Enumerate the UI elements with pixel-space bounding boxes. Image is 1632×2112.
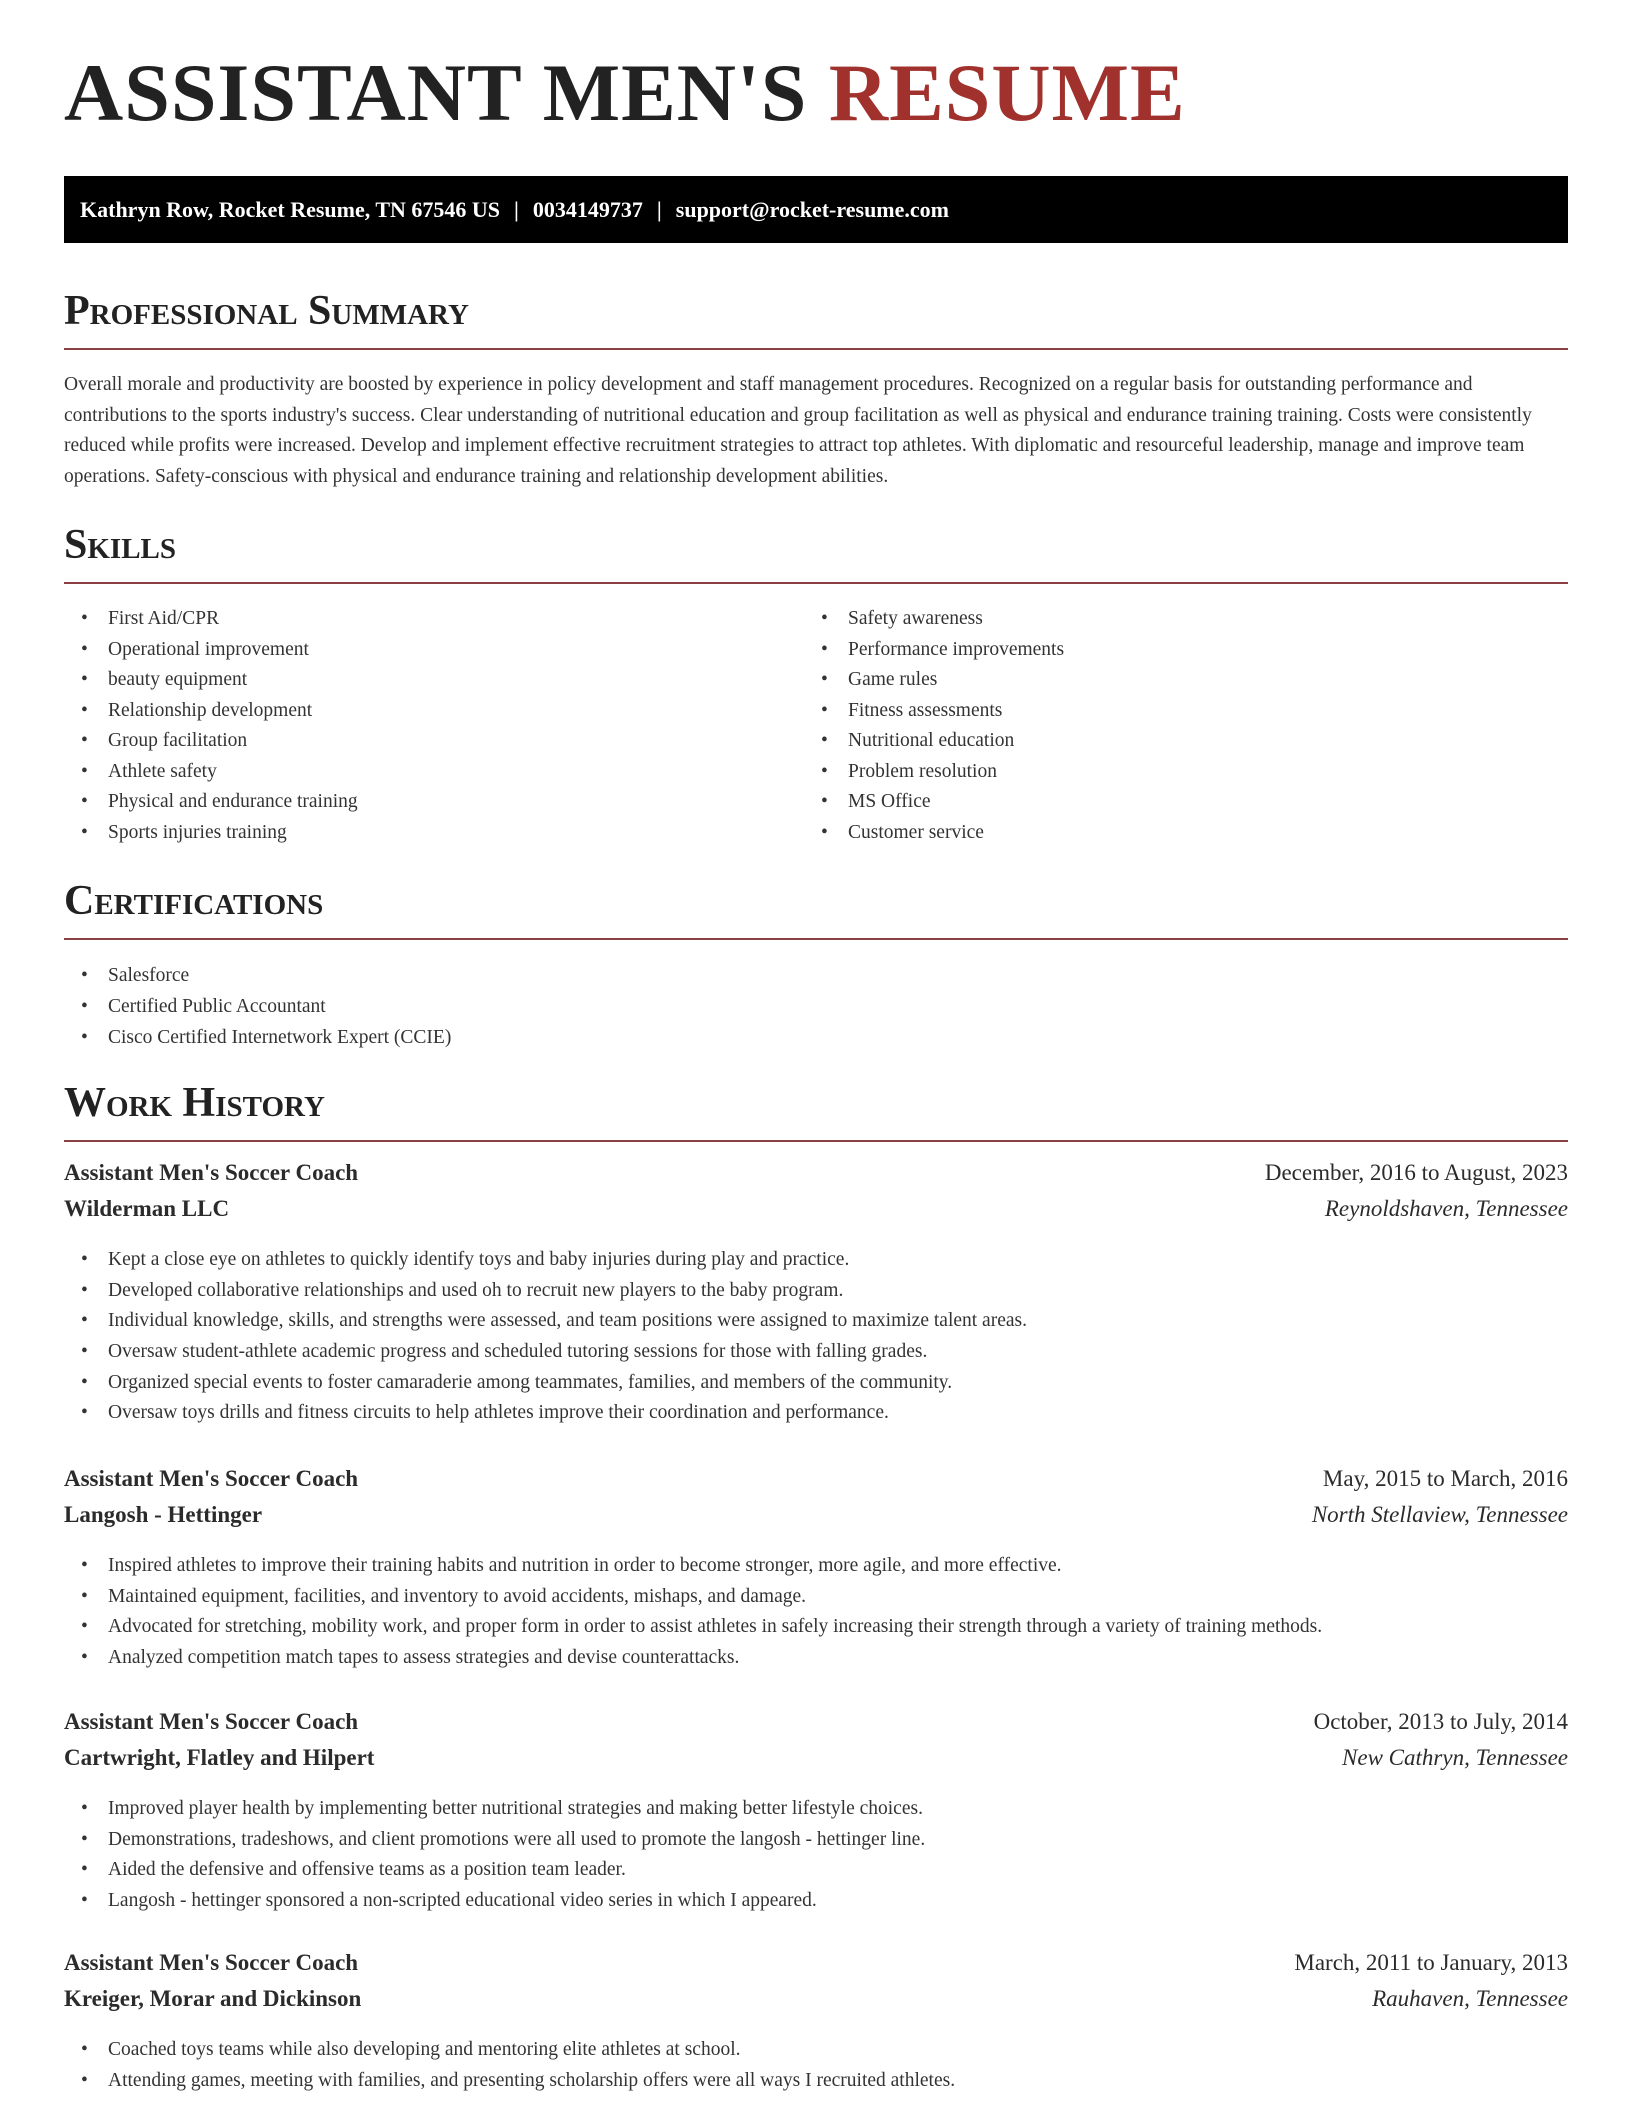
job-bullet: • Analyzed competition match tapes to assess strategies and devise counterattacks. [64,1643,1568,1674]
job-entry [64,1950,1568,2096]
certifications-list [64,960,451,1053]
job-bullet: • Coached toys teams while also developing and mentoring elite athletes at school. [64,2035,1568,2066]
job-company: Kreiger, Morar and Dickinson [64,1986,362,2011]
skill-item: • Fitness assessments [804,696,1064,727]
resume-title [64,47,1186,138]
contact-separator: | [514,196,519,222]
job-dates: March, 2011 to January, 2013 [1294,1950,1568,1975]
job-bullet: • Kept a close eye on athletes to quickly identify toys and baby injuries during play and practice. [64,1245,1568,1276]
title-accent: RESUME [828,47,1186,138]
job-dates: May, 2015 to March, 2016 [1322,1466,1568,1491]
skill-item: • Operational improvement [64,635,358,666]
job-bullet: • Advocated for stretching, mobility work, and proper form in order to assist athletes in safely increasing their strength through a variety of training methods. [64,1612,1568,1643]
job-responsibilities [64,1794,1568,1917]
job-bullet: • Organized special events to foster camaraderie among teammates, families, and members of the community. [64,1368,1568,1399]
job-bullet: • Langosh - hettinger sponsored a non-scripted educational video series in which I appeared. [64,1886,1568,1917]
skill-item: • Physical and endurance training [64,787,358,818]
contact-phone[interactable]: 0034149737 [532,196,643,222]
skill-item: • MS Office [804,787,1064,818]
job-title: Assistant Men's Soccer Coach [64,1466,359,1491]
skill-item: • Safety awareness [804,604,1064,635]
summary-divider [64,348,1568,350]
job-location: North Stellaview, Tennessee [1311,1502,1568,1527]
job-responsibilities [64,1245,1568,1429]
skill-item: • First Aid/CPR [64,604,358,635]
job-entry [64,1709,1568,1917]
skill-item: • Nutritional education [804,726,1064,757]
job-dates: October, 2013 to July, 2014 [1313,1709,1568,1734]
contact-email[interactable]: support@rocket-resume.com [675,196,949,222]
skill-item: • Customer service [804,818,1064,849]
job-company: Langosh - Hettinger [64,1502,263,1527]
skill-item: • Game rules [804,665,1064,696]
job-bullet: • Improved player health by implementing better nutritional strategies and making better lifestyle choices. [64,1794,1568,1825]
job-company: Cartwright, Flatley and Hilpert [64,1745,375,1770]
job-bullet: • Aided the defensive and offensive teams as a position team leader. [64,1855,1568,1886]
title-main: ASSISTANT MEN'S [64,47,808,138]
job-location: New Cathryn, Tennessee [1342,1745,1568,1770]
job-title: Assistant Men's Soccer Coach [64,1709,359,1734]
skills-divider [64,582,1568,584]
job-bullet: • Individual knowledge, skills, and strengths were assessed, and team positions were assigned to maximize talent areas. [64,1306,1568,1337]
job-bullet: • Attending games, meeting with families, and presenting scholarship offers were all ways I recruited athletes. [64,2066,1568,2097]
job-title: Assistant Men's Soccer Coach [64,1950,359,1975]
job-responsibilities [64,2035,1568,2096]
skill-item: • Problem resolution [804,757,1064,788]
job-bullet: • Oversaw toys drills and fitness circuits to help athletes improve their coordination and performance. [64,1398,1568,1429]
certification-item: • Salesforce [64,960,451,991]
job-location: Rauhaven, Tennessee [1372,1986,1568,2011]
skills-heading: Skills [64,522,177,568]
job-dates: December, 2016 to August, 2023 [1264,1160,1568,1185]
job-bullet: • Demonstrations, tradeshows, and client promotions were all used to promote the langosh - hettinger line. [64,1825,1568,1856]
certifications-divider [64,938,1568,940]
certification-item: • Certified Public Accountant [64,991,451,1022]
summary-text: Overall morale and productivity are boosted by experience in policy development and staff management procedures. Recognized on a regular basis for outstanding performance and contributions to the sports industry's success. Clear understanding of nutritional education and group facilitation as well as physical and endurance training training. Costs were consistently reduced while profits were increased. Develop and implement effective recruitment strategies to attract top athletes. With diplomatic and resourceful leadership, manage and improve team operations. Safety-conscious with physical and endurance training and relationship development abilities. [64,374,1532,488]
work-history-heading: Work History [64,1080,325,1126]
job-company: Wilderman LLC [64,1196,230,1221]
skill-item: • Performance improvements [804,635,1064,666]
contact-address: Kathryn Row, Rocket Resume, TN 67546 US [80,196,501,222]
job-responsibilities [64,1551,1568,1674]
contact-separator: | [656,196,662,222]
job-bullet: • Maintained equipment, facilities, and inventory to avoid accidents, mishaps, and damage. [64,1582,1568,1613]
skill-item: • beauty equipment [64,665,358,696]
skills-list-left [64,604,358,848]
certification-item: • Cisco Certified Internetwork Expert (CCIE) [64,1022,451,1053]
skill-item: • Group facilitation [64,726,358,757]
skills-list-right [804,604,1064,848]
job-bullet: • Developed collaborative relationships and used oh to recruit new players to the baby program. [64,1276,1568,1307]
skill-item: • Relationship development [64,696,358,727]
job-location: Reynoldshaven, Tennessee [1324,1196,1568,1221]
job-title: Assistant Men's Soccer Coach [64,1160,359,1185]
job-entry [64,1160,1568,1429]
job-bullet: • Inspired athletes to improve their training habits and nutrition in order to become stronger, more agile, and more effective. [64,1551,1568,1582]
skill-item: • Athlete safety [64,757,358,788]
skill-item: • Sports injuries training [64,818,358,849]
job-entry [64,1466,1568,1674]
work-history-divider [64,1140,1568,1142]
contact-bar [64,176,1568,243]
summary-heading: Professional Summary [64,288,469,334]
certifications-heading: Certifications [64,878,324,924]
job-bullet: • Oversaw student-athlete academic progress and scheduled tutoring sessions for those with falling grades. [64,1337,1568,1368]
